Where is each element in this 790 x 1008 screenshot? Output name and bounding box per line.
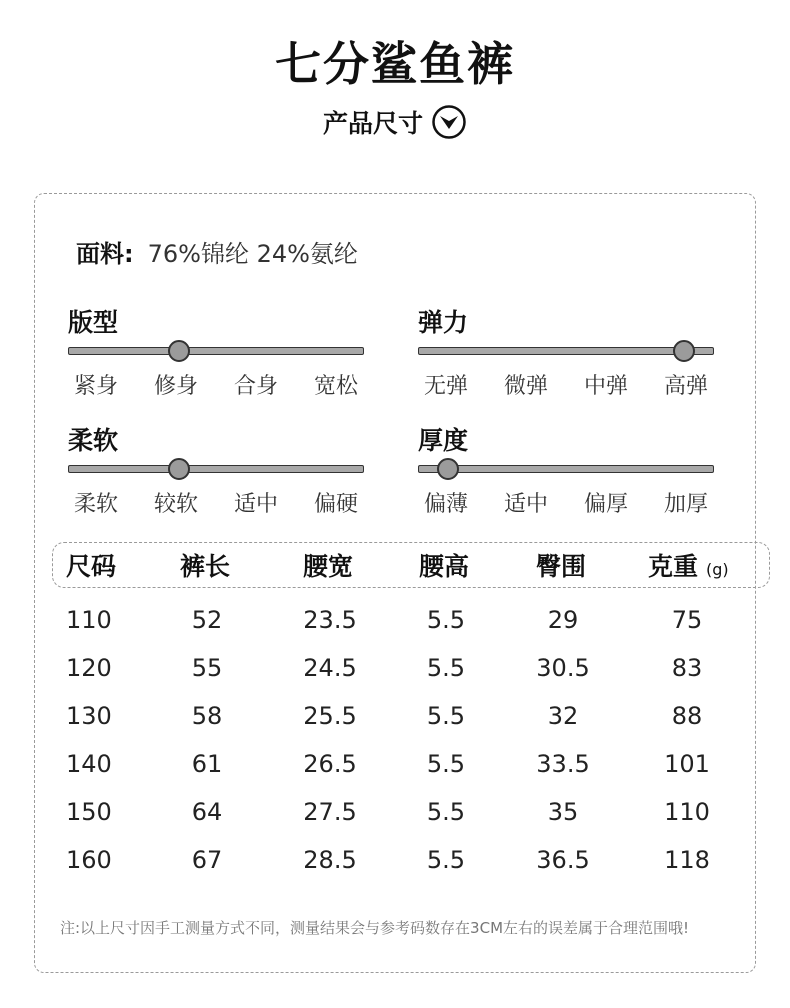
thickness-title: 厚度 bbox=[418, 426, 469, 455]
weight-unit: (g) bbox=[706, 560, 729, 579]
fabric-info bbox=[76, 234, 358, 269]
softness-option: 适中 bbox=[233, 492, 278, 517]
thickness-option: 加厚 bbox=[663, 492, 708, 517]
page-title: 七分鲨鱼裤 bbox=[275, 37, 515, 91]
cell-length: 58 bbox=[191, 702, 223, 730]
cell-length: 61 bbox=[191, 750, 223, 778]
softness-option: 偏硬 bbox=[313, 492, 358, 517]
thickness-knob bbox=[437, 458, 459, 480]
softness-option: 柔软 bbox=[74, 492, 119, 517]
softness-option: 较软 bbox=[153, 492, 198, 517]
cell-length: 67 bbox=[191, 846, 223, 874]
cell-size: 140 bbox=[66, 750, 112, 778]
fit-option: 宽松 bbox=[313, 374, 358, 399]
fit-knob bbox=[168, 340, 190, 362]
header-size-label: 尺码 bbox=[66, 552, 117, 581]
cell-waist-height: 5.5 bbox=[426, 654, 466, 682]
header-waist-width bbox=[303, 547, 353, 583]
cell-hip: 32 bbox=[547, 702, 579, 730]
elasticity-track bbox=[418, 347, 714, 355]
elasticity-options bbox=[418, 369, 714, 400]
thickness-option: 偏薄 bbox=[424, 492, 469, 517]
elasticity-option: 微弹 bbox=[503, 374, 548, 399]
cell-size: 150 bbox=[66, 798, 112, 826]
cell-size: 120 bbox=[66, 654, 112, 682]
fit-option: 紧身 bbox=[74, 374, 119, 399]
thickness-option: 适中 bbox=[503, 492, 548, 517]
header-length bbox=[180, 547, 230, 583]
cell-waist-width: 28.5 bbox=[303, 846, 357, 874]
cell-size: 130 bbox=[66, 702, 112, 730]
cell-weight: 83 bbox=[671, 654, 703, 682]
cell-hip: 35 bbox=[547, 798, 579, 826]
elasticity-scale bbox=[418, 303, 714, 400]
header-weight bbox=[648, 547, 729, 583]
cell-size: 160 bbox=[66, 846, 112, 874]
cell-length: 64 bbox=[191, 798, 223, 826]
cell-waist-height: 5.5 bbox=[426, 846, 466, 874]
thickness-options bbox=[418, 487, 714, 518]
elasticity-option: 高弹 bbox=[663, 374, 708, 399]
cell-hip: 33.5 bbox=[536, 750, 590, 778]
cell-waist-height: 5.5 bbox=[426, 606, 466, 634]
cell-size: 110 bbox=[66, 606, 112, 634]
fabric-value: 76%锦纶 24%氨纶 bbox=[147, 240, 358, 268]
fit-option: 修身 bbox=[153, 374, 198, 399]
header-length-label: 裤长 bbox=[180, 552, 231, 581]
cell-waist-width: 27.5 bbox=[303, 798, 357, 826]
softness-knob bbox=[168, 458, 190, 480]
cell-waist-width: 24.5 bbox=[303, 654, 357, 682]
fabric-label: 面料: bbox=[76, 240, 134, 268]
cell-length: 52 bbox=[191, 606, 223, 634]
fit-options bbox=[68, 369, 364, 400]
cell-weight: 110 bbox=[664, 798, 710, 826]
softness-options bbox=[68, 487, 364, 518]
cell-waist-width: 23.5 bbox=[303, 606, 357, 634]
cell-hip: 29 bbox=[547, 606, 579, 634]
cell-weight: 75 bbox=[671, 606, 703, 634]
fit-track bbox=[68, 347, 364, 355]
cell-waist-width: 26.5 bbox=[303, 750, 357, 778]
elasticity-option: 中弹 bbox=[583, 374, 628, 399]
header-size bbox=[66, 547, 116, 583]
elasticity-option: 无弹 bbox=[424, 374, 469, 399]
cell-weight: 88 bbox=[671, 702, 703, 730]
cell-hip: 30.5 bbox=[536, 654, 590, 682]
elasticity-knob bbox=[673, 340, 695, 362]
header-weight-label: 克重 bbox=[648, 552, 699, 581]
section-subtitle bbox=[0, 104, 790, 140]
cell-length: 55 bbox=[191, 654, 223, 682]
softness-scale bbox=[68, 421, 364, 518]
header-waist-height bbox=[419, 547, 469, 583]
thickness-track bbox=[418, 465, 714, 473]
header-hip bbox=[536, 547, 586, 583]
cell-waist-height: 5.5 bbox=[426, 750, 466, 778]
header-waist-width-label: 腰宽 bbox=[303, 552, 354, 581]
chevron-down-circle-icon bbox=[431, 104, 467, 140]
subtitle-label: 产品尺寸 bbox=[322, 109, 423, 138]
measurement-note: 注:以上尺寸因手工测量方式不同，测量结果会与参考码数存在3CM左右的误差属于合理范围哦! bbox=[60, 919, 690, 937]
cell-waist-height: 5.5 bbox=[426, 798, 466, 826]
softness-title: 柔软 bbox=[68, 426, 119, 455]
thickness-option: 偏厚 bbox=[583, 492, 628, 517]
cell-hip: 36.5 bbox=[536, 846, 590, 874]
cell-waist-height: 5.5 bbox=[426, 702, 466, 730]
cell-weight: 101 bbox=[664, 750, 710, 778]
fit-option: 合身 bbox=[233, 374, 278, 399]
fit-scale bbox=[68, 303, 364, 400]
header-hip-label: 臀围 bbox=[536, 552, 587, 581]
softness-track bbox=[68, 465, 364, 473]
cell-weight: 118 bbox=[664, 846, 710, 874]
fit-title: 版型 bbox=[68, 308, 119, 337]
header-waist-height-label: 腰高 bbox=[419, 552, 470, 581]
cell-waist-width: 25.5 bbox=[303, 702, 357, 730]
thickness-scale bbox=[418, 421, 714, 518]
elasticity-title: 弹力 bbox=[418, 308, 469, 337]
